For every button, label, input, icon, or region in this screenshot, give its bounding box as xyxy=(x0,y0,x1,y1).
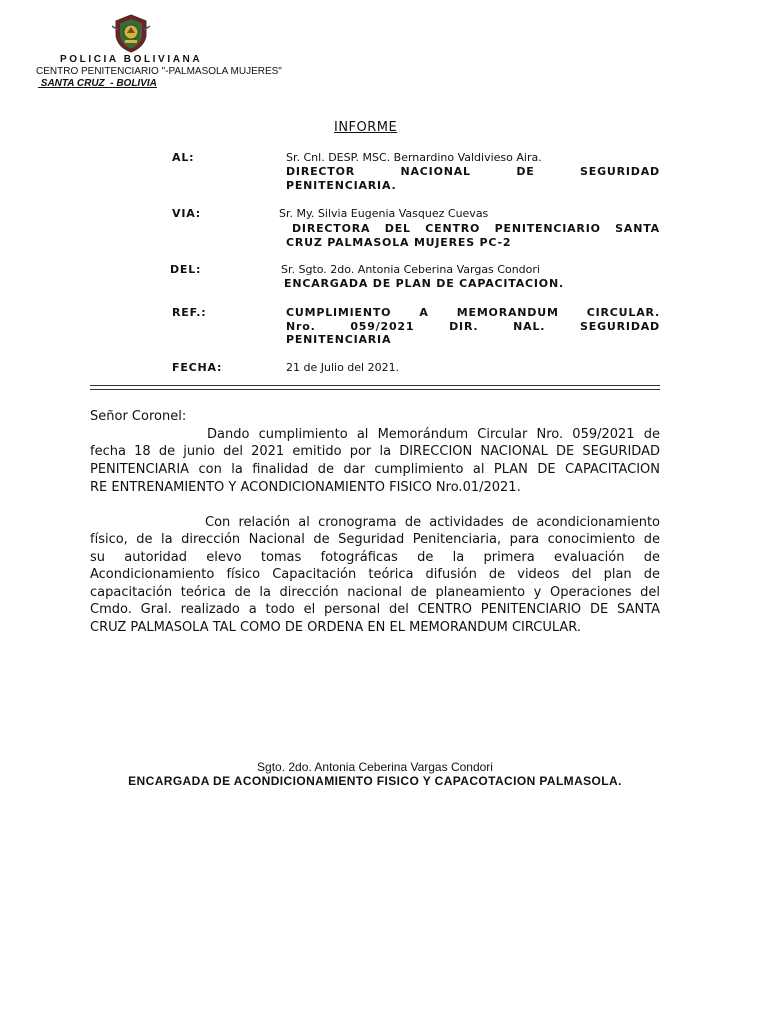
ref-label: REF.: xyxy=(172,306,207,319)
paragraph2-line7: CRUZ PALMASOLA TAL COMO DE ORDENA EN EL MEMORANDUM CIRCULAR. xyxy=(90,620,581,635)
center-name: CENTRO PENITENCIARIO "-PALMASOLA MUJERES" xyxy=(36,66,282,77)
ref-line1: CUMPLIMIENTO A MEMORANDUM CIRCULAR. xyxy=(286,306,660,319)
institution-name: POLICIA BOLIVIANA xyxy=(60,54,203,65)
del-label: DEL: xyxy=(170,263,202,276)
al-name: Sr. Cnl. DESP. MSC. Bernardino Valdivieso Aira. xyxy=(286,151,542,164)
paragraph2-line6: Cmdo. Gral. realizado a todo el personal del CENTRO PENITENCIARIO DE SANTA xyxy=(90,602,660,617)
paragraph2-line5: capacitación teórica de la dirección nacional de planeamiento y Operaciones del xyxy=(90,585,660,600)
paragraph2-line4: Acondicionamiento físico Capacitación teórica difusión de videos del plan de xyxy=(90,567,660,582)
ref-line2: Nro. 059/2021 DIR. NAL. SEGURIDAD xyxy=(286,320,660,333)
ref-line3: PENITENCIARIA xyxy=(286,333,392,346)
paragraph2-line2: físico, de la dirección Nacional de Seguridad Penitenciaria, para conocimiento de xyxy=(90,532,660,547)
salutation: Señor Coronel: xyxy=(90,409,187,424)
via-role-line1: DIRECTORA DEL CENTRO PENITENCIARIO SANTA xyxy=(292,222,660,235)
del-role-line1: ENCARGADA DE PLAN DE CAPACITACION. xyxy=(284,277,564,290)
via-name: Sr. My. Silvia Eugenia Vasquez Cuevas xyxy=(279,207,489,220)
paragraph1-line2: fecha 18 de junio del 2021 emitido por la DIRECCION NACIONAL DE SEGURIDAD xyxy=(90,444,660,459)
signature-name: Sgto. 2do. Antonia Ceberina Vargas Condori xyxy=(257,760,493,774)
paragraph1-line3: PENITENCIARIA con la finalidad de dar cumplimiento al PLAN DE CAPACITACION xyxy=(90,462,660,477)
location: SANTA CRUZ - BOLIVIA xyxy=(38,78,157,89)
al-role-line2: PENITENCIARIA. xyxy=(286,179,397,192)
via-role-line2: CRUZ PALMASOLA MUJERES PC-2 xyxy=(286,236,512,249)
al-role-line1: DIRECTOR NACIONAL DE SEGURIDAD xyxy=(286,165,660,178)
del-name: Sr. Sgto. 2do. Antonia Ceberina Vargas Condori xyxy=(281,263,540,276)
header-divider xyxy=(90,385,660,386)
paragraph2-line1: Con relación al cronograma de actividades de acondicionamiento xyxy=(205,515,660,530)
al-label: AL: xyxy=(172,151,195,164)
paragraph1-line1: Dando cumplimiento al Memorándum Circular Nro. 059/2021 de xyxy=(207,427,660,442)
header-divider-second xyxy=(90,389,660,390)
paragraph1-line4: RE ENTRENAMIENTO Y ACONDICIONAMIENTO FISICO Nro.01/2021. xyxy=(90,480,521,495)
document-title: INFORME xyxy=(334,120,398,135)
signature-role: ENCARGADA DE ACONDICIONAMIENTO FISICO Y CAPACOTACION PALMASOLA. xyxy=(128,774,622,788)
fecha-label: FECHA: xyxy=(172,361,223,374)
paragraph2-line3: su autoridad elevo tomas fotográficas de la primera evaluación de xyxy=(90,550,660,565)
police-crest-icon xyxy=(110,12,152,54)
via-label: VIA: xyxy=(172,207,201,220)
fecha-value: 21 de Julio del 2021. xyxy=(286,361,400,374)
